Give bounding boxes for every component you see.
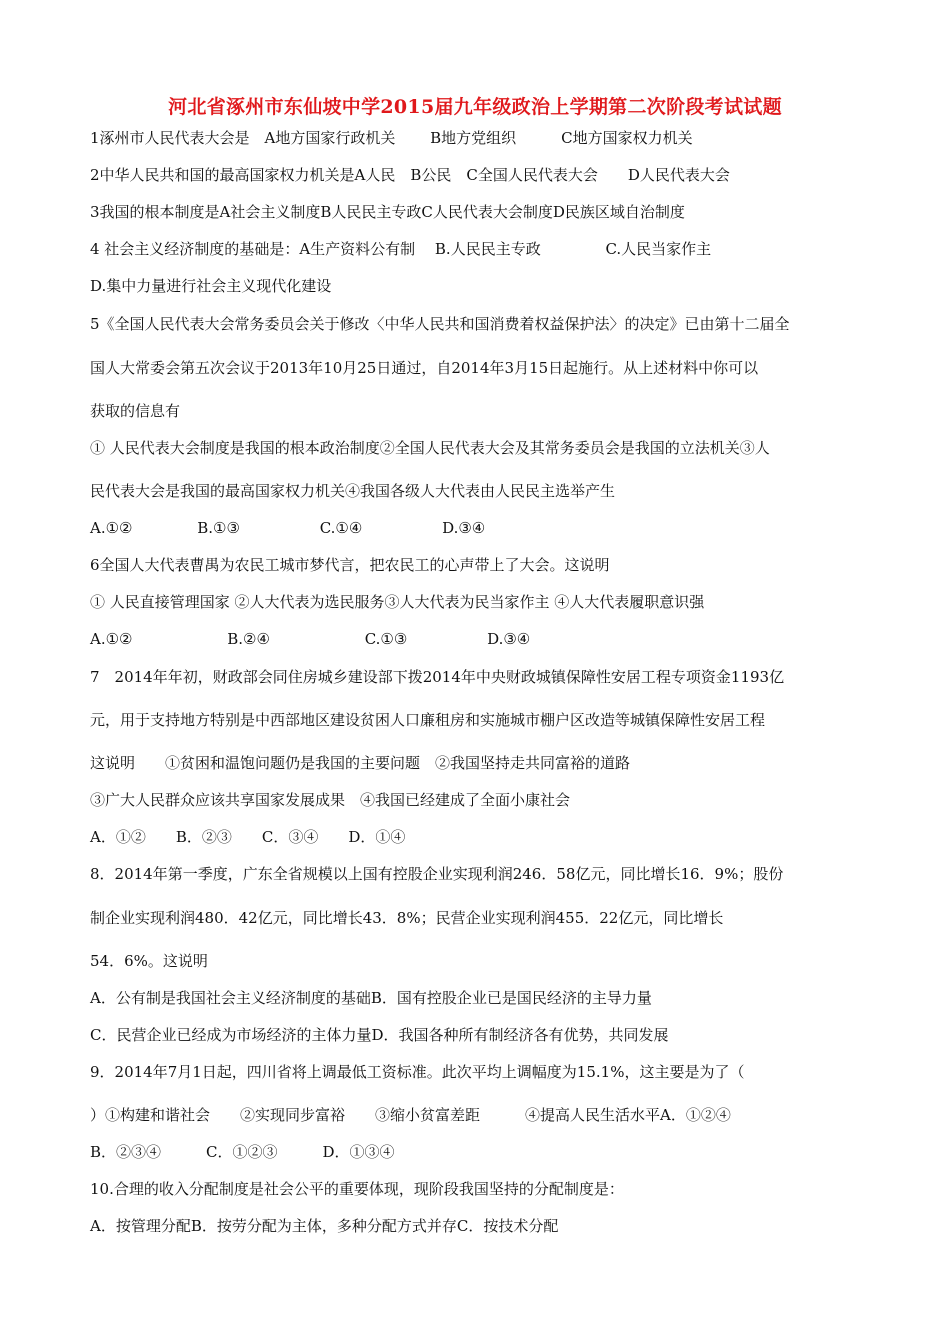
text-line: 4 社会主义经济制度的基础是：A生产资料公有制 B.人民民主专政 C.人民当家作主 <box>90 240 712 258</box>
document-title: 河北省涿州市东仙坡中学2015届九年级政治上学期第二次阶段考试试题 <box>168 96 782 118</box>
question-5-options <box>90 519 870 537</box>
question-7-line-2 <box>90 711 870 729</box>
text-line: 7 2014年年初，财政部会同住房城乡建设部下拨2014年中央财政城镇保障性安居工程专项资金1193亿 <box>90 668 785 686</box>
question-4-option-d <box>90 277 870 295</box>
question-5-statements-1 <box>90 439 870 457</box>
question-6-options <box>90 630 870 648</box>
text-line: 2中华人民共和国的最高国家权力机关是A人民 B公民 C全国人民代表大会 D人民代表大会 <box>90 166 730 184</box>
text-line: ）①构建和谐社会 ②实现同步富裕 ③缩小贫富差距 ④提高人民生活水平A．①②④ <box>90 1106 731 1124</box>
text-line: 54．6%。这说明 <box>90 952 208 970</box>
text-line: D.集中力量进行社会主义现代化建设 <box>90 277 332 295</box>
text-line: 6全国人大代表曹禺为农民工城市梦代言，把农民工的心声带上了大会。这说明 <box>90 556 610 574</box>
text-line: 民代表大会是我国的最高国家权力机关④我国各级人大代表由人民民主选举产生 <box>90 482 616 500</box>
question-5-line-3 <box>90 402 870 420</box>
question-7-options <box>90 828 870 846</box>
question-8-line-1 <box>90 865 870 883</box>
question-7-line-3 <box>90 754 870 772</box>
text-line: 元，用于支持地方特别是中西部地区建设贫困人口廉租房和实施城市棚户区改造等城镇保障性安居工程 <box>90 711 766 729</box>
text-line: C．民营企业已经成为市场经济的主体力量D．我国各种所有制经济各有优势，共同发展 <box>90 1026 669 1044</box>
text-line: 10.合理的收入分配制度是社会公平的重要体现，现阶段我国坚持的分配制度是： <box>90 1180 624 1198</box>
question-3 <box>90 203 870 221</box>
question-8-options-ab <box>90 989 870 1007</box>
question-6-statements <box>90 593 870 611</box>
question-7-line-4 <box>90 791 870 809</box>
text-line: 国人大常委会第五次会议于2013年10月25日通过，自2014年3月15日起施行。从上述材料中你可以 <box>90 359 759 377</box>
question-8-line-3 <box>90 952 870 970</box>
question-1 <box>90 129 870 147</box>
text-line: A．按管理分配B．按劳分配为主体，多种分配方式并存C．按技术分配 <box>90 1217 559 1235</box>
text-line: B．②③④ C．①②③ D．①③④ <box>90 1143 395 1161</box>
text-line: 8．2014年第一季度，广东全省规模以上国有控股企业实现利润246．58亿元，同比增长16．9%；股份 <box>90 865 784 883</box>
question-8-line-2 <box>90 909 870 927</box>
question-9-line-3 <box>90 1143 870 1161</box>
question-5-line-1 <box>90 315 870 333</box>
text-line: A.①② B.②④ C.①③ D.③④ <box>90 630 531 648</box>
question-4 <box>90 240 870 258</box>
question-10 <box>90 1180 870 1198</box>
question-9-line-2 <box>90 1106 870 1124</box>
question-9-line-1 <box>90 1063 870 1081</box>
question-5-line-2 <box>90 359 870 377</box>
text-line: 制企业实现利润480．42亿元，同比增长43．8%；民营企业实现利润455．22亿元，同比增长 <box>90 909 724 927</box>
text-line: ③广大人民群众应该共享国家发展成果 ④我国已经建成了全面小康社会 <box>90 791 571 809</box>
question-10-options <box>90 1217 870 1235</box>
text-line: ① 人民代表大会制度是我国的根本政治制度②全国人民代表大会及其常务委员会是我国的立法机关③人 <box>90 439 770 457</box>
question-2 <box>90 166 870 184</box>
question-7-line-1 <box>90 668 870 686</box>
text-line: 获取的信息有 <box>90 402 181 420</box>
text-line: 1涿州市人民代表大会是 A地方国家行政机关 B地方党组织 C地方国家权力机关 <box>90 129 693 147</box>
text-line: 这说明 ①贫困和温饱问题仍是我国的主要问题 ②我国坚持走共同富裕的道路 <box>90 754 631 772</box>
question-5-statements-2 <box>90 482 870 500</box>
text-line: 3我国的根本制度是A社会主义制度B人民民主专政C人民代表大会制度D民族区域自治制度 <box>90 203 685 221</box>
text-line: A．公有制是我国社会主义经济制度的基础B．国有控股企业已是国民经济的主导力量 <box>90 989 652 1007</box>
text-line: A.①② B.①③ C.①④ D.③④ <box>90 519 486 537</box>
text-line: ① 人民直接管理国家 ②人大代表为选民服务③人大代表为民当家作主 ④人大代表履职意识强 <box>90 593 705 611</box>
text-line: 5《全国人民代表大会常务委员会关于修改〈中华人民共和国消费着权益保护法〉的决定》已由第十二届全 <box>90 315 790 333</box>
text-line: A．①② B．②③ C．③④ D．①④ <box>90 828 406 846</box>
text-line: 9．2014年7月1日起，四川省将上调最低工资标准。此次平均上调幅度为15.1%，这主要是为了（ <box>90 1063 745 1081</box>
question-6 <box>90 556 870 574</box>
question-8-options-cd <box>90 1026 870 1044</box>
